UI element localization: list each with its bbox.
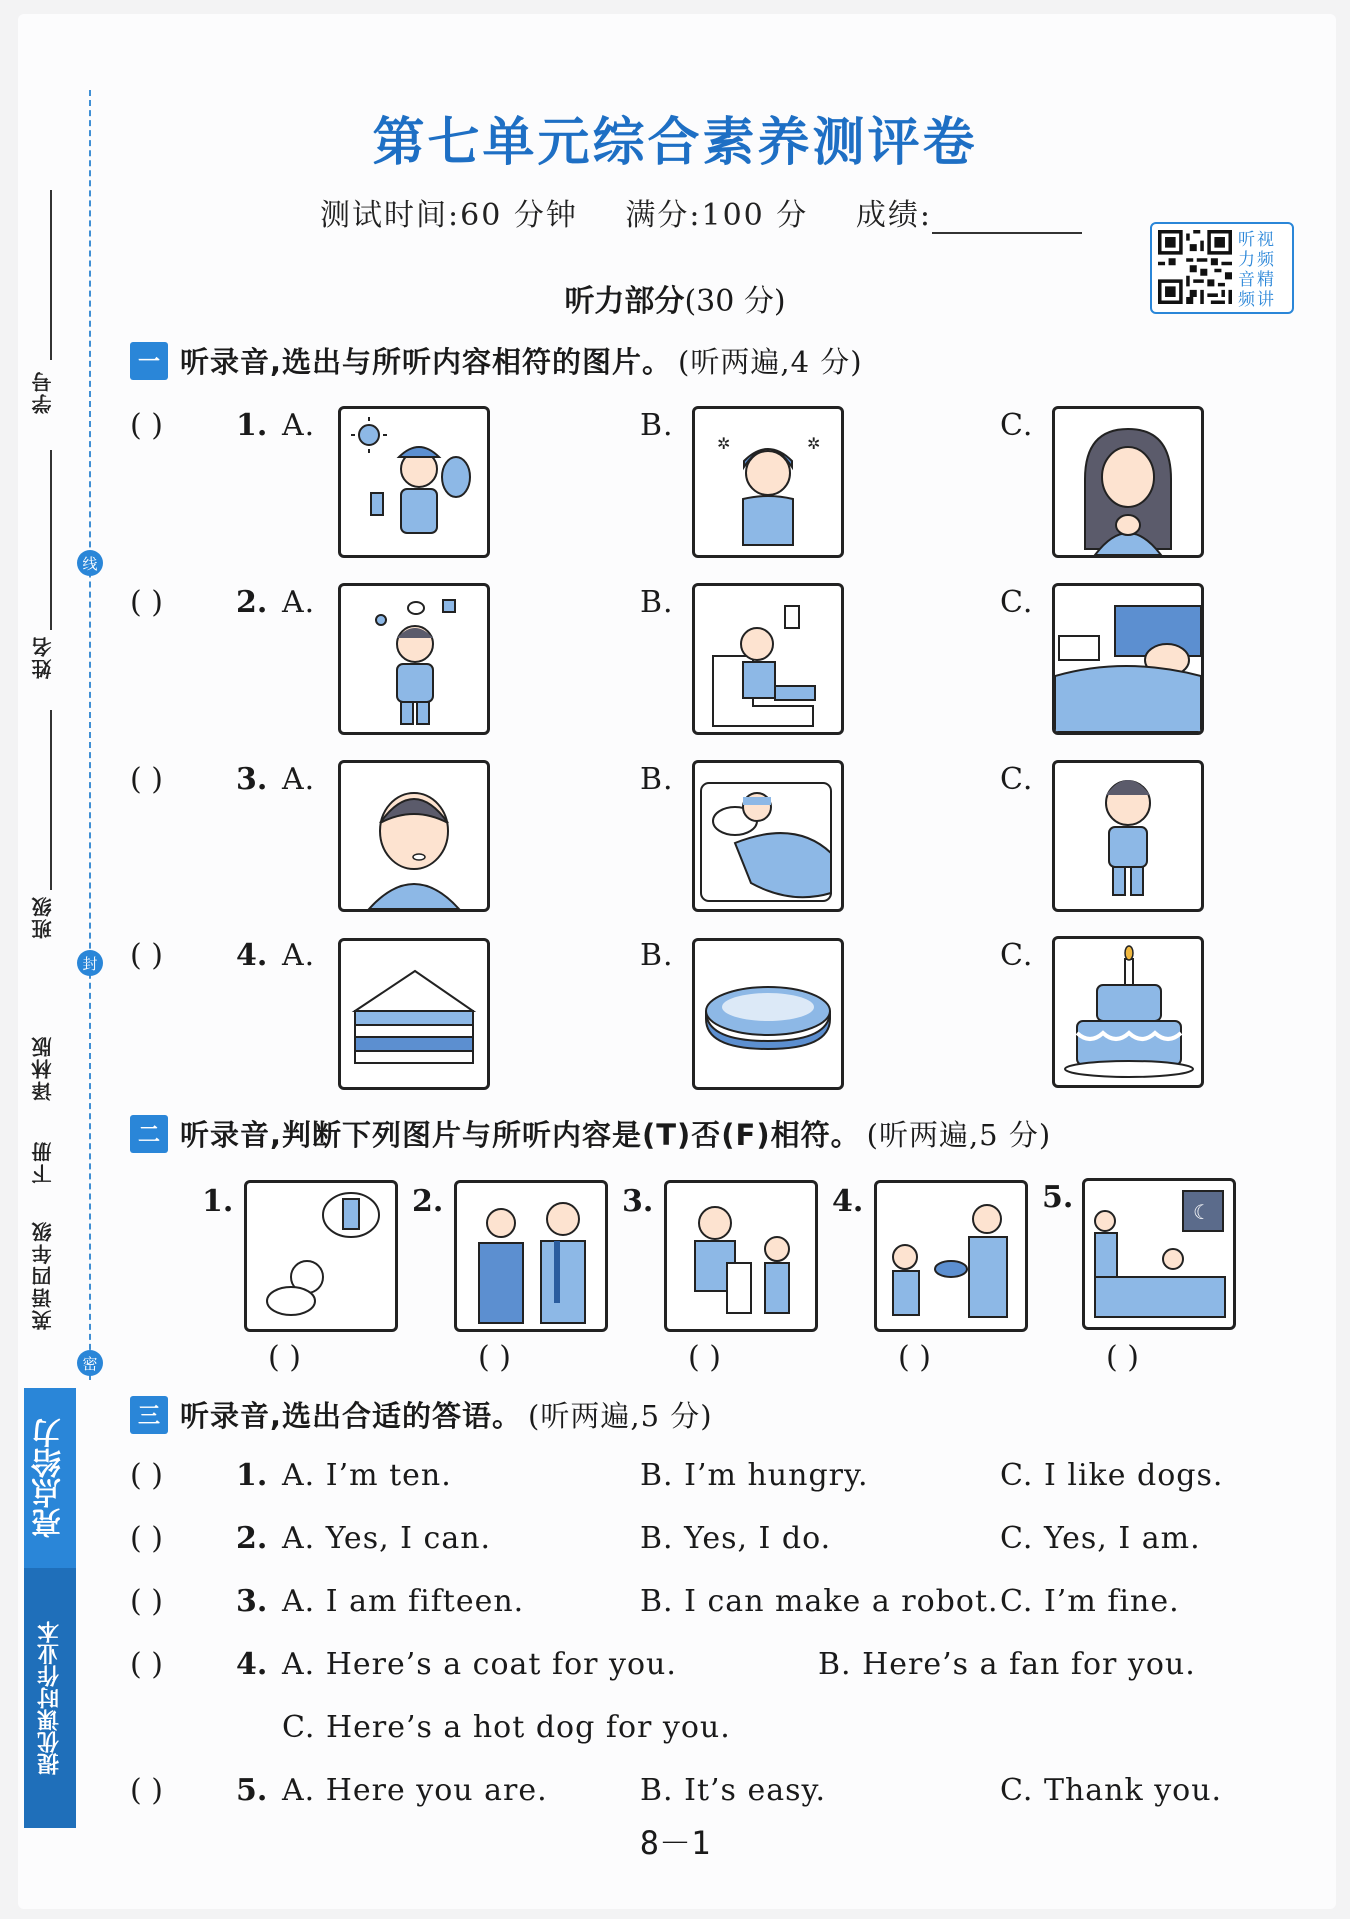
- option-label-c: C.: [1000, 762, 1034, 797]
- tf-answer-paren[interactable]: ( ): [688, 1340, 721, 1375]
- option-a: A. I’m ten.: [282, 1458, 452, 1493]
- tf-item-number: 1.: [202, 1184, 234, 1219]
- svg-text:✲: ✲: [807, 434, 821, 453]
- label-student-id: 学号: [31, 370, 55, 414]
- option-c: C. Yes, I am.: [1000, 1521, 1201, 1556]
- option-b: B. I can make a robot.: [640, 1584, 999, 1619]
- picture-birthday-cake[interactable]: [1052, 936, 1204, 1088]
- picture-ill-boy[interactable]: [692, 760, 844, 912]
- option-label-a: A.: [282, 762, 316, 797]
- tf-picture-bedroom[interactable]: [1082, 1178, 1236, 1330]
- section-2-heading: [130, 1113, 1051, 1154]
- score-label: 成绩:: [855, 198, 932, 233]
- brand-banner: [24, 1388, 76, 1828]
- section-note: (听两遍,5 分): [866, 1118, 1052, 1152]
- option-c: C. I like dogs.: [1000, 1458, 1224, 1493]
- option-label-c: C.: [1000, 408, 1034, 443]
- option-a: A. Yes, I can.: [282, 1521, 492, 1556]
- score-blank[interactable]: [932, 202, 1082, 234]
- tf-answer-paren[interactable]: ( ): [268, 1340, 301, 1375]
- tf-picture-chair[interactable]: [664, 1180, 818, 1332]
- label-grade: 英语四年级: [31, 1220, 55, 1330]
- picture-hot-boy[interactable]: [338, 406, 490, 558]
- brand-main: 亮点给力: [32, 1418, 67, 1538]
- tf-item-number: 3.: [622, 1184, 654, 1219]
- question-number: 1.: [236, 1458, 268, 1493]
- svg-text:☾: ☾: [1193, 1200, 1211, 1224]
- page-number: 8－1: [639, 1824, 711, 1862]
- answer-paren[interactable]: ( ): [130, 1773, 163, 1808]
- picture-cold-girl[interactable]: [692, 406, 844, 558]
- answer-paren[interactable]: ( ): [130, 762, 163, 797]
- part-points: (30 分): [684, 284, 786, 319]
- qr-caption: 听视力频音精频讲: [1238, 230, 1276, 310]
- mark-feng: 封: [77, 950, 103, 976]
- section-instruction: 听录音,判断下列图片与所听内容是(T)否(F)相符。: [180, 1118, 861, 1152]
- label-name: 姓名: [31, 635, 55, 679]
- blank-line: [50, 450, 52, 630]
- option-c: C. Here’s a hot dog for you.: [282, 1710, 731, 1745]
- option-label-b: B.: [640, 938, 674, 973]
- picture-happy-boy[interactable]: [1052, 760, 1204, 912]
- mark-xian: 线: [77, 550, 103, 576]
- option-label-a: A.: [282, 408, 316, 443]
- label-volume: 下册: [31, 1140, 55, 1184]
- option-label-b: B.: [640, 762, 674, 797]
- section-3-heading: [130, 1394, 713, 1435]
- tf-answer-paren[interactable]: ( ): [1106, 1340, 1139, 1375]
- picture-sad-girl[interactable]: [1052, 406, 1204, 558]
- option-label-b: B.: [640, 585, 674, 620]
- option-label-c: C.: [1000, 938, 1034, 973]
- blank-line: [50, 710, 52, 890]
- mark-mi: 密: [77, 1350, 103, 1376]
- question-number: 1.: [236, 408, 268, 443]
- answer-paren[interactable]: ( ): [130, 938, 163, 973]
- option-label-a: A.: [282, 938, 316, 973]
- section-note: (听两遍,4 分): [678, 345, 863, 379]
- section-instruction: 听录音,选出合适的答语。: [180, 1399, 523, 1433]
- tf-picture-dog[interactable]: [244, 1180, 398, 1332]
- option-label-a: A.: [282, 585, 316, 620]
- label-edition: 译林版: [31, 1035, 55, 1101]
- option-c: C. Thank you.: [1000, 1773, 1223, 1808]
- answer-paren[interactable]: ( ): [130, 585, 163, 620]
- option-a: A. Here you are.: [282, 1773, 548, 1808]
- picture-thirsty-boy[interactable]: [692, 583, 844, 735]
- test-meta: [320, 190, 1118, 234]
- tf-answer-paren[interactable]: ( ): [478, 1340, 511, 1375]
- option-a: A. I am fifteen.: [282, 1584, 525, 1619]
- page-title: 第七单元综合素养测评卷: [372, 112, 978, 173]
- picture-crying-boy[interactable]: [338, 760, 490, 912]
- answer-paren[interactable]: ( ): [130, 408, 163, 443]
- question-number: 3.: [236, 1584, 268, 1619]
- section-note: (听两遍,5 分): [528, 1399, 713, 1433]
- question-number: 4.: [236, 938, 268, 973]
- picture-sandwich[interactable]: [338, 938, 490, 1090]
- tf-picture-coat[interactable]: [454, 1180, 608, 1332]
- section-1-heading: [130, 340, 863, 381]
- question-number: 2.: [236, 1521, 268, 1556]
- option-b: B. Yes, I do.: [640, 1521, 832, 1556]
- brand-sub: 提优课时作业本: [24, 1568, 76, 1828]
- answer-paren[interactable]: ( ): [130, 1521, 163, 1556]
- option-label-b: B.: [640, 408, 674, 443]
- section-number: 二: [130, 1115, 168, 1153]
- section-instruction: 听录音,选出与所听内容相符的图片。: [180, 345, 673, 379]
- part-heading: [0, 276, 1350, 320]
- tf-answer-paren[interactable]: ( ): [898, 1340, 931, 1375]
- blank-line: [50, 190, 52, 360]
- tf-item-number: 2.: [412, 1184, 444, 1219]
- full-score: 满分:100 分: [625, 198, 809, 233]
- answer-paren[interactable]: ( ): [130, 1647, 163, 1682]
- tf-item-number: 4.: [832, 1184, 864, 1219]
- option-a: A. Here’s a coat for you.: [282, 1647, 677, 1682]
- test-time: 测试时间:60 分钟: [320, 198, 578, 233]
- answer-paren[interactable]: ( ): [130, 1584, 163, 1619]
- question-number: 5.: [236, 1773, 268, 1808]
- option-c: C. I’m fine.: [1000, 1584, 1180, 1619]
- option-b: B. Here’s a fan for you.: [818, 1647, 1196, 1682]
- picture-sleepy-girl[interactable]: [1052, 583, 1204, 735]
- picture-hungry-boy[interactable]: [338, 583, 490, 735]
- section-number: 三: [130, 1396, 168, 1434]
- answer-paren[interactable]: ( ): [130, 1458, 163, 1493]
- part-name: 听力部分: [564, 284, 685, 319]
- question-number: 3.: [236, 762, 268, 797]
- question-number: 2.: [236, 585, 268, 620]
- tf-picture-burger[interactable]: [874, 1180, 1028, 1332]
- tf-item-number: 5.: [1042, 1180, 1074, 1215]
- question-number: 4.: [236, 1647, 268, 1682]
- picture-pie[interactable]: [692, 938, 844, 1090]
- svg-text:✲: ✲: [717, 434, 731, 453]
- label-class: 班级: [31, 895, 55, 939]
- option-b: B. I’m hungry.: [640, 1458, 869, 1493]
- option-label-c: C.: [1000, 585, 1034, 620]
- option-b: B. It’s easy.: [640, 1773, 827, 1808]
- section-number: 一: [130, 342, 168, 380]
